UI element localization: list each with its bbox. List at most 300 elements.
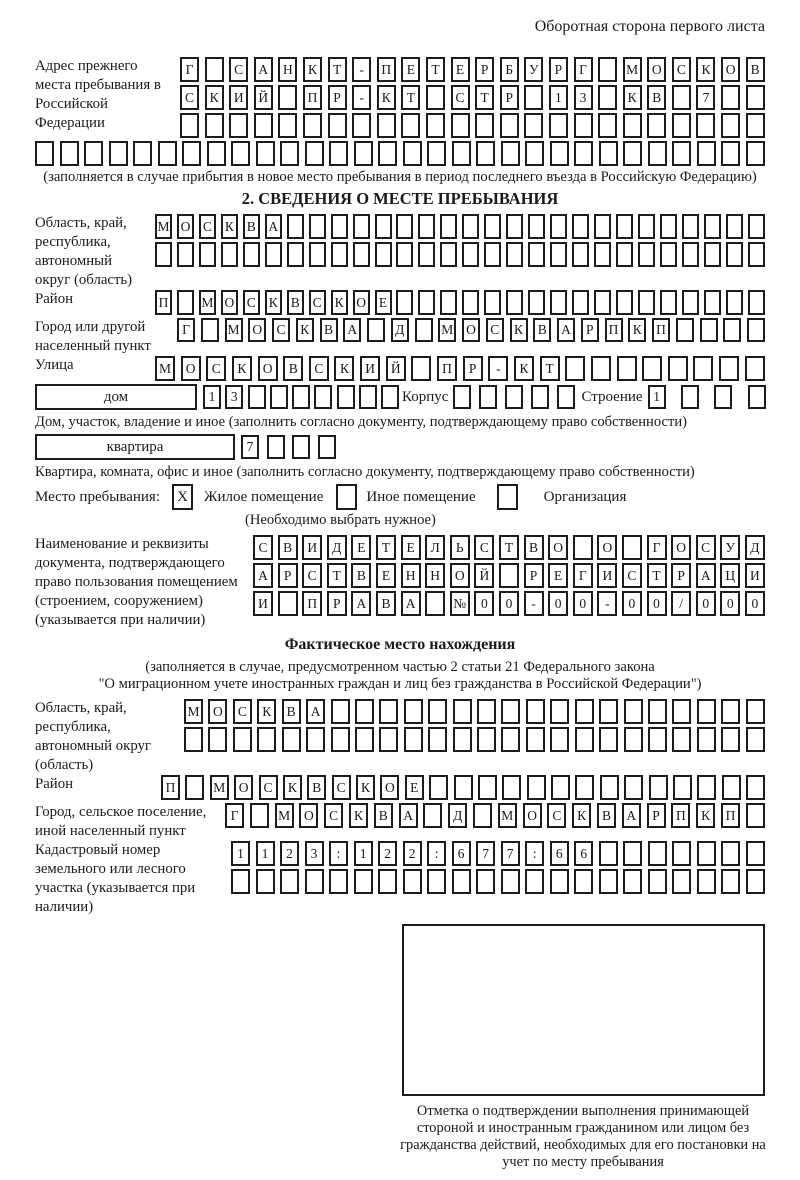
char-cell[interactable]: Р (500, 85, 519, 110)
char-cell[interactable]: С (243, 290, 260, 315)
char-cell[interactable] (624, 727, 643, 752)
char-cell[interactable]: О (462, 318, 480, 342)
char-cell[interactable] (329, 869, 348, 894)
char-cell[interactable] (411, 356, 431, 381)
char-cell[interactable]: О (548, 535, 568, 560)
char-cell[interactable] (201, 318, 219, 342)
char-cell[interactable] (354, 141, 373, 166)
char-cell[interactable] (649, 775, 668, 800)
checkbox-org[interactable] (497, 484, 518, 510)
char-cell[interactable] (550, 141, 569, 166)
char-cell[interactable] (475, 113, 494, 138)
char-cell[interactable] (700, 318, 718, 342)
char-cell[interactable] (354, 869, 373, 894)
char-cell[interactable] (440, 242, 457, 267)
char-cell[interactable]: К (696, 803, 715, 828)
char-cell[interactable]: В (283, 356, 303, 381)
char-cell[interactable] (575, 727, 594, 752)
char-cell[interactable]: Р (327, 591, 347, 616)
char-cell[interactable]: Г (225, 803, 244, 828)
char-cell[interactable] (573, 535, 593, 560)
char-cell[interactable] (177, 242, 194, 267)
char-cell[interactable] (425, 591, 445, 616)
char-cell[interactable] (574, 141, 593, 166)
char-cell[interactable]: Р (524, 563, 544, 588)
char-cell[interactable]: 0 (622, 591, 642, 616)
char-cell[interactable] (528, 214, 545, 239)
char-cell[interactable]: К (265, 290, 282, 315)
char-cell[interactable]: Л (425, 535, 445, 560)
char-cell[interactable] (265, 242, 282, 267)
char-cell[interactable] (453, 727, 472, 752)
char-cell[interactable] (696, 113, 715, 138)
char-cell[interactable] (404, 727, 423, 752)
char-cell[interactable]: К (283, 775, 302, 800)
char-cell[interactable]: Р (475, 57, 494, 82)
char-cell[interactable]: А (254, 57, 273, 82)
char-cell[interactable] (328, 113, 347, 138)
char-cell[interactable]: 0 (499, 591, 519, 616)
char-cell[interactable] (550, 727, 569, 752)
char-cell[interactable] (622, 535, 642, 560)
char-cell[interactable] (305, 869, 324, 894)
char-cell[interactable] (648, 841, 667, 866)
char-cell[interactable] (404, 699, 423, 724)
char-cell[interactable] (331, 727, 350, 752)
char-cell[interactable]: Г (647, 535, 667, 560)
char-cell[interactable] (697, 699, 716, 724)
char-cell[interactable]: 6 (574, 841, 593, 866)
char-cell[interactable] (697, 841, 716, 866)
char-cell[interactable]: П (721, 803, 740, 828)
char-cell[interactable]: А (265, 214, 282, 239)
char-cell[interactable] (428, 727, 447, 752)
char-cell[interactable]: С (547, 803, 566, 828)
char-cell[interactable] (401, 113, 420, 138)
char-cell[interactable] (267, 435, 285, 459)
char-cell[interactable]: О (248, 318, 266, 342)
char-cell[interactable] (704, 290, 721, 315)
char-cell[interactable] (599, 699, 618, 724)
char-cell[interactable] (623, 869, 642, 894)
char-cell[interactable] (287, 214, 304, 239)
char-cell[interactable]: М (199, 290, 216, 315)
char-cell[interactable]: С (272, 318, 290, 342)
apartment-widebox[interactable] (35, 434, 235, 460)
char-cell[interactable]: А (557, 318, 575, 342)
char-cell[interactable]: 7 (241, 435, 259, 459)
char-cell[interactable] (180, 113, 199, 138)
char-cell[interactable] (668, 356, 688, 381)
char-cell[interactable]: И (745, 563, 765, 588)
char-cell[interactable] (415, 318, 433, 342)
char-cell[interactable] (306, 727, 325, 752)
char-cell[interactable] (353, 214, 370, 239)
char-cell[interactable] (719, 356, 739, 381)
char-cell[interactable] (648, 141, 667, 166)
char-cell[interactable]: И (229, 85, 248, 110)
char-cell[interactable] (599, 727, 618, 752)
char-cell[interactable] (418, 290, 435, 315)
char-cell[interactable]: М (275, 803, 294, 828)
char-cell[interactable] (375, 214, 392, 239)
char-cell[interactable]: К (334, 356, 354, 381)
char-cell[interactable] (501, 727, 520, 752)
char-cell[interactable]: № (450, 591, 470, 616)
char-cell[interactable] (746, 699, 765, 724)
char-cell[interactable]: 2 (378, 841, 397, 866)
char-cell[interactable] (221, 242, 238, 267)
char-cell[interactable] (616, 290, 633, 315)
char-cell[interactable] (329, 141, 348, 166)
char-cell[interactable] (681, 385, 699, 409)
char-cell[interactable]: О (221, 290, 238, 315)
char-cell[interactable]: Ц (720, 563, 740, 588)
char-cell[interactable]: Б (500, 57, 519, 82)
char-cell[interactable]: - (597, 591, 617, 616)
char-cell[interactable] (476, 869, 495, 894)
char-cell[interactable] (746, 841, 765, 866)
char-cell[interactable] (377, 113, 396, 138)
char-cell[interactable] (133, 141, 152, 166)
char-cell[interactable] (462, 214, 479, 239)
char-cell[interactable] (550, 699, 569, 724)
char-cell[interactable] (721, 841, 740, 866)
char-cell[interactable]: В (533, 318, 551, 342)
char-cell[interactable] (233, 727, 252, 752)
char-cell[interactable] (572, 290, 589, 315)
char-cell[interactable] (721, 85, 740, 110)
char-cell[interactable]: О (208, 699, 227, 724)
char-cell[interactable] (381, 385, 399, 409)
char-cell[interactable] (745, 356, 765, 381)
char-cell[interactable]: 6 (452, 841, 471, 866)
char-cell[interactable] (623, 141, 642, 166)
char-cell[interactable]: Р (278, 563, 298, 588)
char-cell[interactable]: М (155, 356, 175, 381)
char-cell[interactable]: П (605, 318, 623, 342)
char-cell[interactable]: Е (375, 290, 392, 315)
char-cell[interactable]: О (450, 563, 470, 588)
char-cell[interactable] (746, 113, 765, 138)
char-cell[interactable] (331, 214, 348, 239)
char-cell[interactable]: Ь (450, 535, 470, 560)
char-cell[interactable] (682, 214, 699, 239)
char-cell[interactable]: Д (327, 535, 347, 560)
char-cell[interactable] (572, 214, 589, 239)
char-cell[interactable]: Г (177, 318, 195, 342)
char-cell[interactable]: 3 (574, 85, 593, 110)
char-cell[interactable]: 7 (501, 841, 520, 866)
char-cell[interactable] (672, 869, 691, 894)
char-cell[interactable] (208, 727, 227, 752)
char-cell[interactable] (484, 242, 501, 267)
char-cell[interactable] (524, 113, 543, 138)
char-cell[interactable] (638, 290, 655, 315)
char-cell[interactable] (355, 727, 374, 752)
char-cell[interactable]: О (721, 57, 740, 82)
char-cell[interactable]: Н (425, 563, 445, 588)
char-cell[interactable] (109, 141, 128, 166)
char-cell[interactable] (314, 385, 332, 409)
char-cell[interactable]: И (597, 563, 617, 588)
char-cell[interactable] (355, 699, 374, 724)
char-cell[interactable] (748, 214, 765, 239)
char-cell[interactable] (648, 869, 667, 894)
char-cell[interactable]: В (243, 214, 260, 239)
char-cell[interactable] (721, 727, 740, 752)
char-cell[interactable] (257, 727, 276, 752)
char-cell[interactable]: П (377, 57, 396, 82)
char-cell[interactable]: В (307, 775, 326, 800)
char-cell[interactable] (726, 214, 743, 239)
char-cell[interactable] (35, 141, 54, 166)
char-cell[interactable]: 7 (696, 85, 715, 110)
char-cell[interactable]: Д (391, 318, 409, 342)
char-cell[interactable]: О (258, 356, 278, 381)
char-cell[interactable] (207, 141, 226, 166)
char-cell[interactable] (501, 141, 520, 166)
char-cell[interactable] (506, 214, 523, 239)
char-cell[interactable] (250, 803, 269, 828)
char-cell[interactable] (278, 85, 297, 110)
char-cell[interactable]: 3 (305, 841, 324, 866)
char-cell[interactable] (352, 113, 371, 138)
char-cell[interactable] (452, 869, 471, 894)
char-cell[interactable]: Е (351, 535, 371, 560)
char-cell[interactable] (642, 356, 662, 381)
char-cell[interactable] (337, 385, 355, 409)
char-cell[interactable] (378, 141, 397, 166)
char-cell[interactable] (205, 113, 224, 138)
char-cell[interactable] (648, 727, 667, 752)
char-cell[interactable] (478, 775, 497, 800)
char-cell[interactable] (721, 141, 740, 166)
char-cell[interactable]: К (257, 699, 276, 724)
char-cell[interactable]: Д (448, 803, 467, 828)
char-cell[interactable]: С (253, 535, 273, 560)
char-cell[interactable]: А (343, 318, 361, 342)
char-cell[interactable] (500, 113, 519, 138)
char-cell[interactable]: К (623, 85, 642, 110)
char-cell[interactable]: В (287, 290, 304, 315)
char-cell[interactable] (454, 775, 473, 800)
char-cell[interactable] (748, 242, 765, 267)
char-cell[interactable] (748, 385, 766, 409)
char-cell[interactable]: Т (540, 356, 560, 381)
char-cell[interactable] (726, 290, 743, 315)
char-cell[interactable] (549, 113, 568, 138)
char-cell[interactable]: И (302, 535, 322, 560)
char-cell[interactable]: К (221, 214, 238, 239)
char-cell[interactable] (501, 699, 520, 724)
char-cell[interactable] (672, 141, 691, 166)
char-cell[interactable]: К (514, 356, 534, 381)
char-cell[interactable]: В (351, 563, 371, 588)
char-cell[interactable]: К (377, 85, 396, 110)
char-cell[interactable]: К (205, 85, 224, 110)
char-cell[interactable]: С (206, 356, 226, 381)
char-cell[interactable] (378, 869, 397, 894)
char-cell[interactable]: М (155, 214, 172, 239)
char-cell[interactable]: Е (376, 563, 396, 588)
char-cell[interactable]: С (229, 57, 248, 82)
char-cell[interactable] (524, 85, 543, 110)
char-cell[interactable]: О (523, 803, 542, 828)
char-cell[interactable]: В (278, 535, 298, 560)
char-cell[interactable]: М (498, 803, 517, 828)
char-cell[interactable] (525, 869, 544, 894)
char-cell[interactable] (726, 242, 743, 267)
char-cell[interactable]: Й (474, 563, 494, 588)
char-cell[interactable]: Т (328, 57, 347, 82)
char-cell[interactable] (427, 869, 446, 894)
char-cell[interactable]: О (234, 775, 253, 800)
char-cell[interactable] (502, 775, 521, 800)
char-cell[interactable] (278, 113, 297, 138)
char-cell[interactable]: Т (426, 57, 445, 82)
char-cell[interactable] (452, 141, 471, 166)
char-cell[interactable]: С (486, 318, 504, 342)
char-cell[interactable] (231, 869, 250, 894)
char-cell[interactable] (292, 385, 310, 409)
char-cell[interactable] (359, 385, 377, 409)
char-cell[interactable] (693, 356, 713, 381)
char-cell[interactable]: С (309, 356, 329, 381)
char-cell[interactable]: Г (574, 57, 593, 82)
char-cell[interactable] (624, 699, 643, 724)
char-cell[interactable] (575, 699, 594, 724)
char-cell[interactable] (243, 242, 260, 267)
char-cell[interactable] (551, 775, 570, 800)
char-cell[interactable]: С (474, 535, 494, 560)
char-cell[interactable] (598, 57, 617, 82)
char-cell[interactable] (205, 57, 224, 82)
char-cell[interactable] (746, 141, 765, 166)
char-cell[interactable] (660, 214, 677, 239)
char-cell[interactable]: М (438, 318, 456, 342)
char-cell[interactable]: Е (451, 57, 470, 82)
char-cell[interactable] (353, 242, 370, 267)
char-cell[interactable]: С (233, 699, 252, 724)
char-cell[interactable]: А (622, 803, 641, 828)
char-cell[interactable] (479, 385, 497, 409)
char-cell[interactable] (396, 242, 413, 267)
char-cell[interactable] (462, 242, 479, 267)
char-cell[interactable] (746, 775, 765, 800)
char-cell[interactable]: / (671, 591, 691, 616)
char-cell[interactable] (594, 214, 611, 239)
char-cell[interactable] (379, 727, 398, 752)
char-cell[interactable]: 2 (403, 841, 422, 866)
char-cell[interactable] (158, 141, 177, 166)
char-cell[interactable]: Г (180, 57, 199, 82)
char-cell[interactable]: П (437, 356, 457, 381)
char-cell[interactable] (704, 242, 721, 267)
char-cell[interactable] (638, 214, 655, 239)
char-cell[interactable]: В (376, 591, 396, 616)
char-cell[interactable] (697, 727, 716, 752)
char-cell[interactable] (526, 699, 545, 724)
char-cell[interactable] (231, 141, 250, 166)
char-cell[interactable]: П (303, 85, 322, 110)
char-cell[interactable] (528, 290, 545, 315)
char-cell[interactable]: 1 (256, 841, 275, 866)
char-cell[interactable] (594, 242, 611, 267)
char-cell[interactable] (594, 290, 611, 315)
char-cell[interactable]: Р (463, 356, 483, 381)
char-cell[interactable]: - (488, 356, 508, 381)
char-cell[interactable]: О (647, 57, 666, 82)
char-cell[interactable]: К (696, 57, 715, 82)
char-cell[interactable] (682, 242, 699, 267)
char-cell[interactable]: : (525, 841, 544, 866)
char-cell[interactable] (462, 290, 479, 315)
char-cell[interactable]: : (427, 841, 446, 866)
char-cell[interactable] (375, 242, 392, 267)
char-cell[interactable] (185, 775, 204, 800)
char-cell[interactable]: К (510, 318, 528, 342)
char-cell[interactable] (722, 775, 741, 800)
char-cell[interactable] (506, 242, 523, 267)
char-cell[interactable]: В (524, 535, 544, 560)
char-cell[interactable] (423, 803, 442, 828)
char-cell[interactable] (367, 318, 385, 342)
char-cell[interactable] (418, 214, 435, 239)
char-cell[interactable] (60, 141, 79, 166)
char-cell[interactable] (309, 214, 326, 239)
char-cell[interactable]: 1 (231, 841, 250, 866)
char-cell[interactable]: 6 (550, 841, 569, 866)
char-cell[interactable]: П (155, 290, 172, 315)
char-cell[interactable]: Т (327, 563, 347, 588)
char-cell[interactable]: О (353, 290, 370, 315)
char-cell[interactable] (574, 869, 593, 894)
char-cell[interactable]: П (161, 775, 180, 800)
char-cell[interactable] (673, 775, 692, 800)
char-cell[interactable]: Е (405, 775, 424, 800)
char-cell[interactable]: О (177, 214, 194, 239)
char-cell[interactable] (254, 113, 273, 138)
char-cell[interactable] (599, 141, 618, 166)
char-cell[interactable]: Р (581, 318, 599, 342)
char-cell[interactable]: С (451, 85, 470, 110)
char-cell[interactable]: В (647, 85, 666, 110)
char-cell[interactable]: К (331, 290, 348, 315)
char-cell[interactable] (721, 869, 740, 894)
char-cell[interactable] (550, 869, 569, 894)
char-cell[interactable] (721, 699, 740, 724)
char-cell[interactable]: Т (647, 563, 667, 588)
char-cell[interactable]: С (302, 563, 322, 588)
char-cell[interactable] (303, 113, 322, 138)
char-cell[interactable] (499, 563, 519, 588)
char-cell[interactable]: Р (647, 803, 666, 828)
char-cell[interactable]: М (184, 699, 203, 724)
char-cell[interactable]: У (524, 57, 543, 82)
char-cell[interactable] (280, 869, 299, 894)
char-cell[interactable] (598, 85, 617, 110)
char-cell[interactable] (396, 214, 413, 239)
char-cell[interactable]: К (356, 775, 375, 800)
char-cell[interactable] (565, 356, 585, 381)
char-cell[interactable]: А (696, 563, 716, 588)
char-cell[interactable] (453, 699, 472, 724)
char-cell[interactable] (599, 869, 618, 894)
char-cell[interactable] (697, 141, 716, 166)
char-cell[interactable] (572, 242, 589, 267)
char-cell[interactable]: Т (376, 535, 396, 560)
